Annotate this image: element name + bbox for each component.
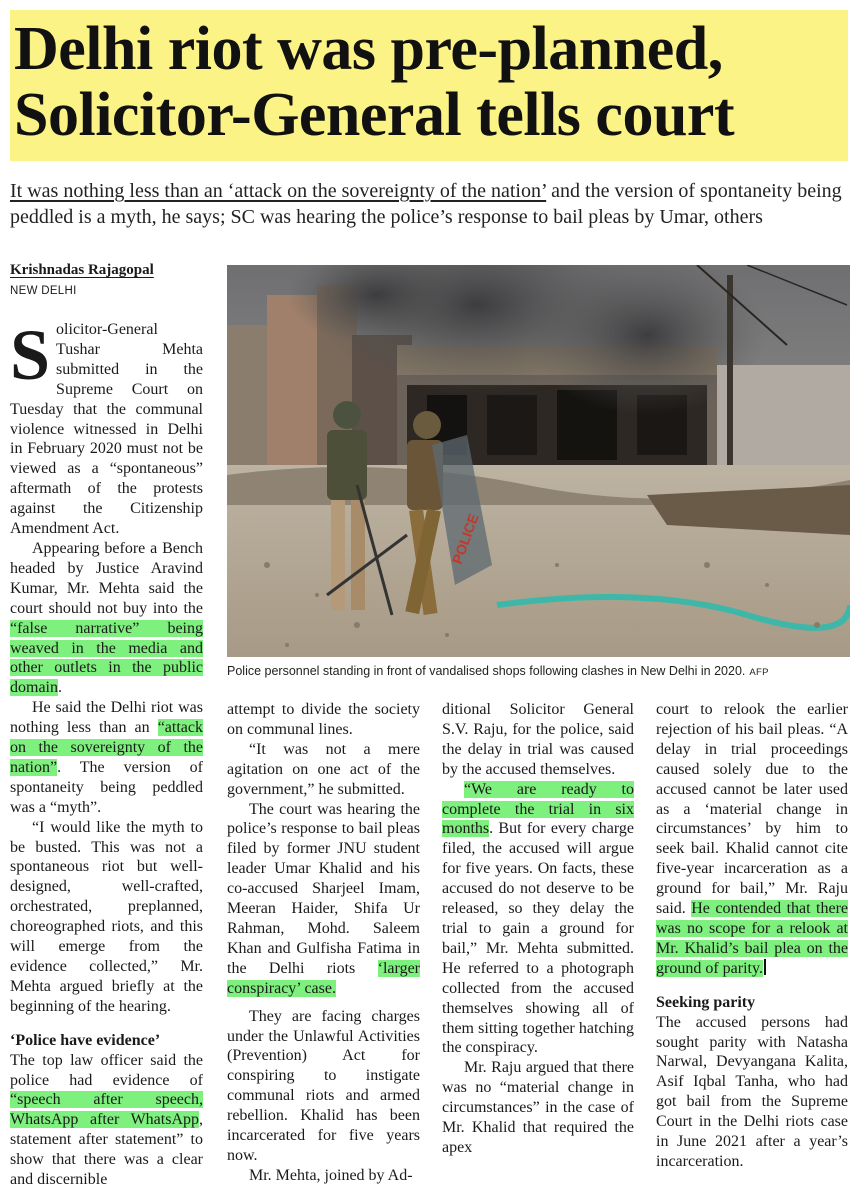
- col1-paragraph-5: The top law officer said the police had evidence of “speech after speech, WhatsApp after WhatsApp, statement after statement” to show that there was a clear and discernible: [10, 1051, 203, 1189]
- col3-paragraph-1: ditional Solicitor General S.V. Raju, for the police, said the delay in trial was caused by the accused themselves.: [442, 701, 634, 778]
- col4-paragraph-1: court to relook the earlier rejection of his bail pleas. “A delay in trial proceedings caused solely due to the accused cannot be later used as a ‘material change in circumstances’ by him to seek bail. Khalid cannot cite five-year incarceration as a ground for bail,” Mr. Raju said. He contended that there was no scope for a relook at Mr. Khalid’s bail plea on the ground of parity.: [656, 701, 848, 977]
- col4-paragraph-2: The accused persons had sought parity with Natasha Narwal, Devyangana Kalita, Asif Iqbal Tanha, who had got bail from the Supreme Court in the Delhi riots case in June 2021 after a year’s incarceration.: [656, 1013, 848, 1170]
- col1-paragraph-2: Appearing before a Bench headed by Justice Aravind Kumar, Mr. Mehta said the court should not buy into the “false narrative” being weaved in the media and other outlets in the public domain.: [10, 539, 203, 697]
- col2-paragraph-5: Mr. Mehta, joined by Ad-: [249, 1166, 413, 1184]
- col3-paragraph-2: “We are ready to complete the trial in six months. But for every charge filed, the accused will argue for five years. On facts, these accused do not deserve to be released, so they delay the trial to gain a ground for bail,” Mr. Mehta submitted. He referred to a photograph collected from the accused themselves showing all of them sitting together hatching the conspiracy.: [442, 780, 634, 1057]
- col1-paragraph-1: olicitor-General Tushar Mehta submitted in the Supreme Court on Tuesday that the communal violence witnessed in Delhi in February 2020 must not be viewed as a “spontaneous” aftermath of the protests against the Citizenship Amendment Act.: [10, 321, 203, 538]
- deck-underlined: It was nothing less than an ‘attack on the sovereignty of the nation’: [10, 180, 547, 202]
- deck: [10, 178, 850, 230]
- column-3: [442, 700, 634, 1158]
- news-photo: [227, 265, 850, 657]
- photo-credit: AFP: [749, 667, 769, 678]
- caption-text: Police personnel standing in front of vandalised shops following clashes in New Delhi in 2020.: [227, 664, 746, 678]
- highlight-attack-sovereignty: “attack on the sovereignty of the nation”: [10, 719, 203, 776]
- headline: [14, 16, 844, 148]
- shield-text: POLICE: [448, 511, 482, 567]
- headline-line-1: Delhi riot was pre-planned,: [14, 15, 723, 83]
- dateline: NEW DELHI: [10, 285, 77, 297]
- col2-paragraph-2: “It was not a mere agitation on one act of the government,” he submitted.: [227, 740, 420, 798]
- column-1: [10, 315, 203, 1190]
- byline-author: Krishnadas Rajagopal: [10, 262, 154, 278]
- highlight-larger-conspiracy: ‘larger conspiracy’ case.: [227, 959, 420, 997]
- highlight-ready-complete-trial: “We are ready to complete the trial in six months: [442, 780, 634, 838]
- deck-rest: and the version of spontaneity being peddled is a myth, he says; SC was hearing the police’s response to bail pleas by Umar, others: [10, 180, 842, 228]
- col2-paragraph-4: They are facing charges under the Unlawful Activities (Prevention) Act for conspiring to instigate communal riots and armed rebellion. Khalid has been incarcerated for five years now.: [227, 1007, 420, 1164]
- text-cursor: [764, 959, 766, 975]
- headline-line-2: Solicitor-General tells court: [14, 81, 735, 149]
- highlight-no-scope-relook: He contended that there was no scope for a relook at Mr. Khalid’s bail plea on the ground of parity.: [656, 900, 848, 977]
- column-2: [227, 700, 420, 1186]
- col1-paragraph-4: “I would like the myth to be busted. This was not a spontaneous riot but well-designed, well-crafted, orchestrated, preplanned, choreographed riots, and this will emerge from the evidence collected,” Mr. Mehta argued briefly at the beginning of the hearing.: [10, 818, 203, 1015]
- col2-paragraph-1: attempt to divide the society on communal lines.: [227, 701, 420, 738]
- highlight-false-narrative: “false narrative” being weaved in the media and other outlets in the public domain: [10, 619, 203, 697]
- subhead-police-evidence: ‘Police have evidence’: [10, 1031, 161, 1049]
- col2-paragraph-3: The court was hearing the police’s response to bail pleas filed by former JNU student leader Umar Khalid and his co-accused Sharjeel Imam, Meeran Haider, Shifa Ur Rahman, Mohd. Saleem Khan and Gulfisha Fatima in the Delhi riots ‘larger conspiracy’ case.: [227, 800, 420, 997]
- col1-paragraph-3: He said the Delhi riot was nothing less than an “attack on the sovereignty of the nation”. The version of spontaneity being peddled was a “myth”.: [10, 699, 203, 816]
- subhead-seeking-parity: Seeking parity: [656, 993, 756, 1011]
- column-4: [656, 700, 848, 1172]
- col3-paragraph-3: Mr. Raju argued that there was no “material change in circumstances” in the case of Mr. Khalid that required the apex: [442, 1059, 634, 1156]
- photo-caption: [227, 664, 769, 678]
- highlight-speech-after-speech: “speech after speech, WhatsApp after WhatsApp: [10, 1091, 203, 1129]
- dropcap: S: [10, 315, 51, 395]
